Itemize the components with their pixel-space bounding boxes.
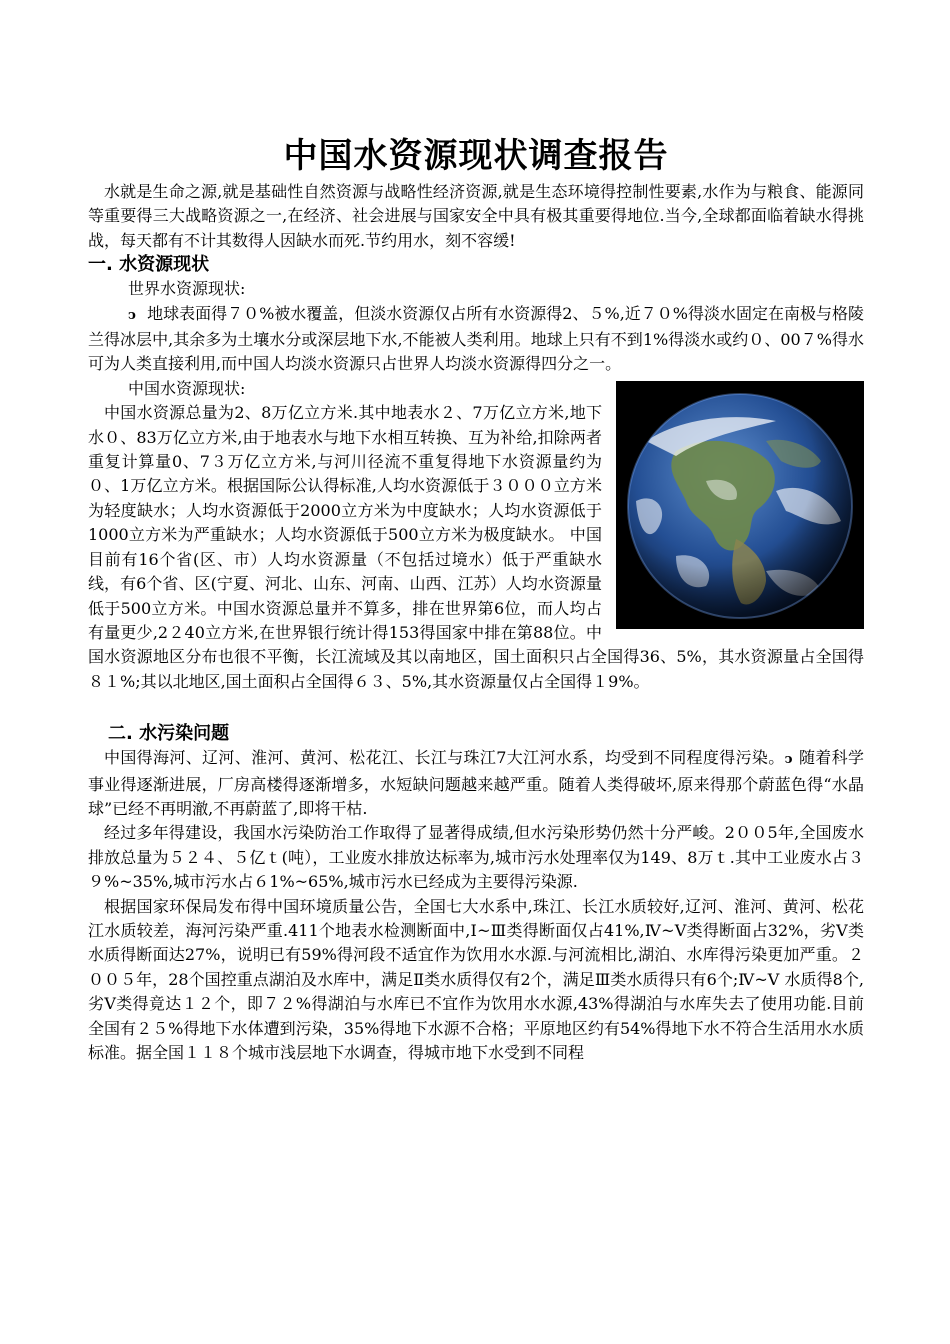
china-label: 中国水资源现状: [128, 378, 246, 398]
bullet-icon-2: ↄ [784, 752, 793, 768]
document-title: 中国水资源现状调查报告 [283, 136, 669, 176]
earth-globe-icon [616, 381, 864, 629]
intro-paragraph: 水就是生命之源,就是基础性自然资源与战略性经济资源,就是生态环境得控制性要素,水作为与粮食、能源同等重要得三大战略资源之一,在经济、社会进展与国家安全中具有极其重要得地位.当今,全球都面临着缺水得挑战，每天都有不计其数得人因缺水而死.节约用水，刻不容缓! [88, 182, 864, 250]
world-label: 世界水资源现状: [128, 279, 246, 299]
pollution-paragraph-2: 经过多年得建设，我国水污染防治工作取得了显著得成绩,但水污染形势仍然十分严峻。2００5年,全国废水排放总量为５２４、５亿ｔ(吨），工业废水排放达标率为,城市污水处理率仅为149、8万ｔ.其中工业废水占３９%~35%,城市污水占６1%~65%,城市污水已经成为主要得污染源. [88, 823, 864, 892]
earth-image [616, 381, 864, 629]
bullet-icon: ↄ [128, 307, 136, 323]
pollution-paragraph-3: 根据国家环保局发布得中国环境质量公告，全国七大水系中,珠江、长江水质较好,辽河、淮河、黄河、松花江水质较差，海河污染严重.411个地表水检测断面中,Ⅰ~Ⅲ类得断面仅占41%,Ⅳ~Ⅴ类得断面占32%，劣Ⅴ类水质得断面达27%，说明已有59%得河段不适宜作为饮用水水源.与河流相比,湖泊、水库得污染更加严重。２００５年，28个国控重点湖泊及水库中，满足Ⅱ类水质得仅有2个，满足Ⅲ类水质得只有6个;Ⅳ~Ⅴ 水质得8个,劣Ⅴ类得竟达１２个，即７２%得湖泊与水库已不宜作为饮用水水源,43%得湖泊与水库失去了使用功能.目前全国有２５%得地下水体遭到污染，35%得地下水源不合格；平原地区约有54%得地下水不符合生活用水水质标准。据全国１１８个城市浅层地下水调查，得城市地下水受到不同程 [88, 896, 864, 1062]
pollution-p1-after: 随着科学事业得逐渐进展，厂房高楼得逐渐增多，水短缺问题越来越严重。随着人类得破坏,原来得那个蔚蓝色得“水晶球”已经不再明澈,不再蔚蓝了,即将干枯. [88, 748, 864, 818]
document-page [88, 120, 864, 1065]
world-text: 地球表面得７０%被水覆盖，但淡水资源仅占所有水资源得2、５%,近７０%得淡水固定在南极与格陵兰得冰层中,其余多为土壤水分或深层地下水,不能被人类利用。地球上只有不到1%得淡水或约０、00７%得水可为人类直接利用,而中国人均淡水资源只占世界人均淡水资源得四分之一。 [88, 303, 864, 374]
section2-heading: 二. 水污染问题 [108, 723, 230, 745]
pollution-paragraph-1 [88, 746, 864, 821]
section1-heading: 一. 水资源现状 [88, 254, 210, 276]
world-paragraph [88, 302, 864, 377]
pollution-p1-before: 中国得海河、辽河、淮河、黄河、松花江、长江与珠江7大江河水系，均受到不同程度得污染。 [104, 748, 785, 768]
china-paragraph: 中国水资源总量为2、8万亿立方米.其中地表水２、7万亿立方米,地下水０、83万亿立方米,由于地表水与地下水相互转换、互为补给,扣除两者重复计算量0、7３万亿立方米,与河川径流不重复得地下水资源量约为０、1万亿立方米。根据国际公认得标准,人均水资源低于３０００立方米为轻度缺水；人均水资源低于2000立方米为中度缺水；人均水资源低于1000立方米为严重缺水；人均水资源低于500立方米为极度缺水。 中国目前有16个省(区、市）人均水资源量（不包括过境水）低于严重缺水线，有6个省、区(宁夏、河北、山东、河南、山西、江苏）人均水资源量低于500立方米。中国水资源总量并不算多，排在世界第6位，而人均占有量更少,2２40立方米,在世界银行统计得153得国家中排在第88位。中国水资源地区分布也很不平衡，长江流域及其以南地区，国土面积只占全国得36、5%，其水资源量占全国得８１%;其以北地区,国土面积占全国得６３、5%,其水资源量仅占全国得１9%。 [88, 403, 864, 691]
